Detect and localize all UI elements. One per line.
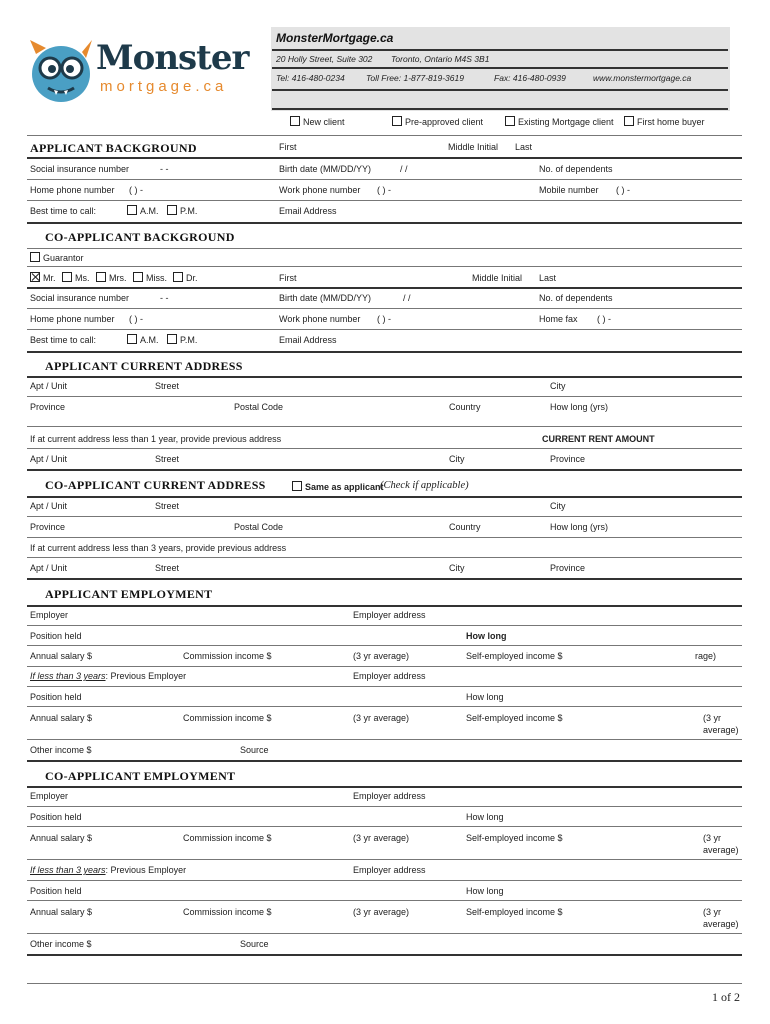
checkbox-am[interactable]: A.M. — [127, 334, 159, 345]
label-how-long: How long — [466, 886, 504, 896]
checkbox-mrs[interactable]: Mrs. — [96, 272, 127, 283]
checkbox[interactable] — [133, 272, 143, 282]
checkbox-dr[interactable]: Dr. — [173, 272, 198, 283]
label-work-phone: Work phone number — [279, 185, 361, 195]
checkbox[interactable] — [127, 205, 137, 215]
label-dependents: No. of dependents — [539, 164, 613, 174]
label-average: average) — [703, 845, 739, 855]
label-sin: Social insurance number — [30, 164, 130, 174]
divider — [27, 706, 742, 707]
divider — [27, 826, 742, 827]
label-country: Country — [449, 402, 481, 412]
label-street: Street — [155, 381, 180, 391]
checkbox-same-as-applicant[interactable]: Same as applicant — [292, 481, 384, 492]
divider — [27, 739, 742, 740]
label-street: Street — [155, 501, 180, 511]
label-email: Email Address — [279, 206, 337, 216]
label-city: City — [449, 454, 465, 464]
label-middle-initial: Middle Initial — [472, 273, 523, 283]
label-mobile: Mobile number — [539, 185, 599, 195]
label-how-long: How long — [466, 631, 507, 641]
label-email: Email Address — [279, 335, 337, 345]
divider — [27, 557, 742, 558]
label-province: Province — [30, 402, 66, 412]
divider — [27, 222, 742, 224]
label-employer-address: Employer address — [353, 610, 426, 620]
label-how-long: How long — [466, 692, 504, 702]
label-best-time: Best time to call: — [30, 335, 97, 345]
label-position: Position held — [30, 631, 82, 641]
checkbox[interactable] — [127, 334, 137, 344]
divider — [27, 329, 742, 330]
label-dependents: No. of dependents — [539, 293, 613, 303]
checkbox[interactable] — [392, 116, 402, 126]
label-previous-employer: If less than 3 years: Previous Employer — [30, 671, 187, 681]
section-title-coapplicant-background: CO-APPLICANT BACKGROUND — [45, 230, 235, 244]
label-postal-code: Postal Code — [234, 402, 284, 412]
label-birth-date: Birth date (MM/DD/YY) — [279, 164, 372, 174]
label-annual-salary: Annual salary $ — [30, 907, 93, 917]
sin-separators: - - — [160, 293, 169, 303]
divider — [27, 516, 742, 517]
label-first: First — [279, 142, 297, 152]
checkbox[interactable] — [505, 116, 515, 126]
checkbox[interactable] — [167, 334, 177, 344]
divider — [27, 900, 742, 901]
label-average: average) — [703, 919, 739, 929]
checkbox-existing-mortgage[interactable]: Existing Mortgage client — [505, 116, 614, 127]
sin-separators: - - — [160, 164, 169, 174]
checkbox[interactable] — [96, 272, 106, 282]
company-tollfree: Toll Free: 1-877-819-3619 — [366, 73, 464, 83]
divider — [27, 859, 742, 860]
label-position: Position held — [30, 692, 82, 702]
label-last: Last — [515, 142, 533, 152]
divider — [27, 396, 742, 397]
label-postal-code: Postal Code — [234, 522, 284, 532]
divider — [27, 933, 742, 934]
work-phone-separators: ( ) - — [377, 314, 391, 324]
label-home-fax: Home fax — [539, 314, 578, 324]
label-annual-salary: Annual salary $ — [30, 833, 93, 843]
logo — [26, 36, 252, 106]
divider — [27, 179, 742, 180]
checkbox-am[interactable]: A.M. — [127, 205, 159, 216]
header-divider — [272, 49, 728, 51]
label-self-employed: Self-employed income $ — [466, 907, 563, 917]
label-best-time: Best time to call: — [30, 206, 97, 216]
divider — [27, 448, 742, 449]
section-title-applicant-address: APPLICANT CURRENT ADDRESS — [45, 359, 243, 373]
checkbox-mr[interactable]: Mr. — [30, 272, 56, 283]
checkbox[interactable] — [290, 116, 300, 126]
label-3yr: (3 yr — [703, 713, 721, 723]
checkbox[interactable] — [624, 116, 634, 126]
company-fax: Fax: 416-480-0939 — [494, 73, 566, 83]
label-average-fragment: rage) — [695, 651, 717, 661]
divider — [27, 426, 742, 427]
checkbox[interactable] — [292, 481, 302, 491]
label-source: Source — [240, 939, 269, 949]
label-commission: Commission income $ — [183, 713, 272, 723]
label-commission: Commission income $ — [183, 833, 272, 843]
header-divider — [272, 67, 728, 69]
label-annual-salary: Annual salary $ — [30, 713, 93, 723]
label-country: Country — [449, 522, 481, 532]
divider — [27, 351, 742, 353]
label-home-phone: Home phone number — [30, 314, 115, 324]
label-work-phone: Work phone number — [279, 314, 361, 324]
label-employer: Employer — [30, 610, 69, 620]
label-position: Position held — [30, 886, 82, 896]
label-how-long: How long — [466, 812, 504, 822]
divider — [27, 625, 742, 626]
monster-mascot-icon — [26, 36, 96, 106]
label-self-employed: Self-employed income $ — [466, 651, 563, 661]
label-employer-address: Employer address — [353, 791, 426, 801]
divider — [27, 266, 742, 267]
mobile-separators: ( ) - — [616, 185, 630, 195]
label-3yr-average: (3 yr average) — [353, 907, 410, 917]
label-3yr-average: (3 yr average) — [353, 651, 410, 661]
work-phone-separators: ( ) - — [377, 185, 391, 195]
label-street: Street — [155, 563, 180, 573]
divider — [27, 806, 742, 807]
section-title-coapplicant-employment: CO-APPLICANT EMPLOYMENT — [45, 769, 236, 783]
label-3yr-average: (3 yr average) — [353, 833, 410, 843]
checkbox-new-client[interactable]: New client — [290, 116, 345, 127]
checkbox-miss[interactable]: Miss. — [133, 272, 167, 283]
label-current-rent: CURRENT RENT AMOUNT — [542, 434, 655, 444]
birth-separators: / / — [403, 293, 411, 303]
header-divider — [272, 89, 728, 91]
label-city: City — [449, 563, 465, 573]
divider — [27, 376, 742, 378]
section-title-applicant-background: APPLICANT BACKGROUND — [30, 141, 197, 155]
divider — [27, 308, 742, 309]
divider — [27, 496, 742, 498]
checkbox-pre-approved[interactable]: Pre-approved client — [392, 116, 483, 127]
check-if-applicable-note: (Check if applicable) — [380, 480, 469, 491]
checkbox-pm[interactable]: P.M. — [167, 205, 197, 216]
divider — [27, 135, 742, 136]
company-address: 20 Holly Street, Suite 302 — [276, 54, 373, 64]
divider — [27, 645, 742, 646]
company-name: MonsterMortgage.ca — [276, 31, 394, 45]
divider — [27, 469, 742, 471]
fax-separators: ( ) - — [597, 314, 611, 324]
label-apt: Apt / Unit — [30, 563, 68, 573]
checkbox[interactable] — [30, 252, 40, 262]
checkbox-pm[interactable]: P.M. — [167, 334, 197, 345]
divider — [27, 686, 742, 687]
label-self-employed: Self-employed income $ — [466, 833, 563, 843]
label-last: Last — [539, 273, 557, 283]
checkbox-checked[interactable] — [30, 272, 40, 282]
label-province: Province — [30, 522, 66, 532]
label-previous-employer: If less than 3 years: Previous Employer — [30, 865, 187, 875]
section-title-applicant-employment: APPLICANT EMPLOYMENT — [45, 587, 213, 601]
footer-divider — [27, 983, 742, 984]
label-other-income: Other income $ — [30, 745, 92, 755]
divider — [27, 248, 742, 249]
company-tel: Tel: 416-480-0234 — [276, 73, 345, 83]
divider — [27, 578, 742, 580]
label-city: City — [550, 381, 566, 391]
label-apt: Apt / Unit — [30, 454, 68, 464]
divider — [27, 287, 742, 289]
divider — [27, 605, 742, 607]
label-other-income: Other income $ — [30, 939, 92, 949]
divider — [27, 157, 742, 159]
logo-subtext: mortgage.ca — [100, 78, 228, 95]
label-city: City — [550, 501, 566, 511]
checkbox-first-home-buyer[interactable]: First home buyer — [624, 116, 705, 127]
label-position: Position held — [30, 812, 82, 822]
home-phone-separators: ( ) - — [129, 185, 143, 195]
label-3yr: (3 yr — [703, 907, 721, 917]
label-province: Province — [550, 454, 586, 464]
divider — [27, 666, 742, 667]
divider — [27, 200, 742, 201]
label-employer-address: Employer address — [353, 865, 426, 875]
label-3yr-average: (3 yr average) — [353, 713, 410, 723]
label-employer-address: Employer address — [353, 671, 426, 681]
company-website[interactable]: www.monstermortgage.ca — [593, 73, 692, 83]
divider — [27, 786, 742, 788]
label-apt: Apt / Unit — [30, 501, 68, 511]
label-annual-salary: Annual salary $ — [30, 651, 93, 661]
label-self-employed: Self-employed income $ — [466, 713, 563, 723]
header-divider — [272, 108, 728, 110]
label-how-long: How long (yrs) — [550, 402, 609, 412]
page-number: 1 of 2 — [712, 990, 740, 1004]
label-commission: Commission income $ — [183, 651, 272, 661]
label-first: First — [279, 273, 297, 283]
checkbox-guarantor[interactable]: Guarantor — [30, 252, 84, 263]
company-city: Toronto, Ontario M4S 3B1 — [391, 54, 490, 64]
checkbox[interactable] — [167, 205, 177, 215]
label-average: average) — [703, 725, 739, 735]
label-birth-date: Birth date (MM/DD/YY) — [279, 293, 372, 303]
label-middle-initial: Middle Initial — [448, 142, 499, 152]
label-3yr: (3 yr — [703, 833, 721, 843]
label-how-long: How long (yrs) — [550, 522, 609, 532]
label-source: Source — [240, 745, 269, 755]
label-sin: Social insurance number — [30, 293, 130, 303]
label-employer: Employer — [30, 791, 69, 801]
label-street: Street — [155, 454, 180, 464]
home-phone-separators: ( ) - — [129, 314, 143, 324]
divider — [27, 880, 742, 881]
checkbox-ms[interactable]: Ms. — [62, 272, 90, 283]
previous-address-note: If at current address less than 1 year, provide previous address — [30, 434, 282, 444]
logo-wordmark: Monster — [96, 38, 249, 78]
label-commission: Commission income $ — [183, 907, 272, 917]
label-home-phone: Home phone number — [30, 185, 115, 195]
divider — [27, 537, 742, 538]
divider — [27, 760, 742, 762]
checkbox[interactable] — [173, 272, 183, 282]
checkbox[interactable] — [62, 272, 72, 282]
label-province: Province — [550, 563, 586, 573]
section-title-coapplicant-address: CO-APPLICANT CURRENT ADDRESS — [45, 478, 266, 492]
divider — [27, 954, 742, 956]
birth-separators: / / — [400, 164, 408, 174]
previous-address-note: If at current address less than 3 years, provide previous address — [30, 543, 287, 553]
label-apt: Apt / Unit — [30, 381, 68, 391]
